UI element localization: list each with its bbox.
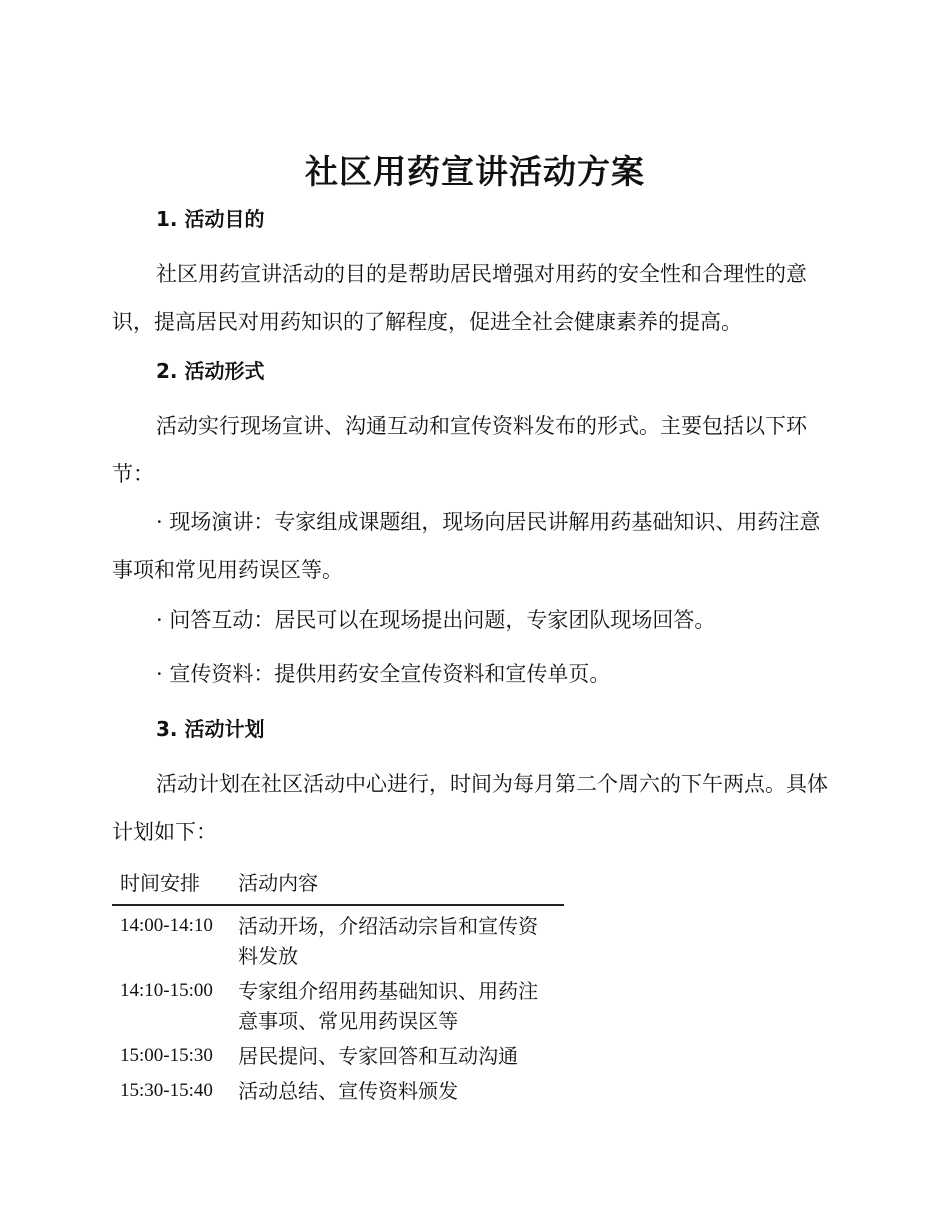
schedule-table bbox=[112, 866, 564, 1106]
table-header-row bbox=[112, 866, 564, 905]
table-row bbox=[112, 905, 564, 971]
content-cell: 活动总结、宣传资料颁发 bbox=[238, 1079, 459, 1103]
section-heading-format: 2. 活动形式 bbox=[156, 359, 265, 383]
bullet-item-lecture: · 现场演讲：专家组成课题组，现场向居民讲解用药基础知识、用药注意事项和常见用药误区等。 bbox=[112, 510, 821, 582]
paragraph-format: 活动实行现场宣讲、沟通互动和宣传资料发布的形式。主要包括以下环节： bbox=[112, 414, 807, 486]
bullet-item-qa: · 问答互动：居民可以在现场提出问题，专家团队现场回答。 bbox=[156, 608, 716, 632]
content-cell: 活动开场，介绍活动宗旨和宣传资料发放 bbox=[238, 914, 539, 968]
content-cell: 居民提问、专家回答和互动沟通 bbox=[238, 1044, 519, 1068]
page-title: 社区用药宣讲活动方案 bbox=[305, 152, 645, 191]
section-heading-purpose: 1. 活动目的 bbox=[156, 207, 265, 231]
table-row bbox=[112, 971, 564, 1036]
time-cell: 15:00-15:30 bbox=[120, 1045, 213, 1066]
table-row bbox=[112, 1036, 564, 1071]
time-cell: 14:00-14:10 bbox=[120, 915, 213, 936]
paragraph-purpose: 社区用药宣讲活动的目的是帮助居民增强对用药的安全性和合理性的意识，提高居民对用药知识的了解程度，促进全社会健康素养的提高。 bbox=[112, 262, 807, 334]
paragraph-plan: 活动计划在社区活动中心进行，时间为每月第二个周六的下午两点。具体计划如下： bbox=[112, 772, 828, 844]
column-header-time: 时间安排 bbox=[112, 866, 230, 905]
bullet-item-materials: · 宣传资料：提供用药安全宣传资料和宣传单页。 bbox=[156, 662, 611, 686]
section-heading-plan: 3. 活动计划 bbox=[156, 717, 265, 741]
table-row bbox=[112, 1071, 564, 1106]
column-header-content: 活动内容 bbox=[230, 866, 564, 905]
time-cell: 14:10-15:00 bbox=[120, 980, 213, 1001]
content-cell: 专家组介绍用药基础知识、用药注意事项、常见用药误区等 bbox=[238, 979, 539, 1033]
time-cell: 15:30-15:40 bbox=[120, 1080, 213, 1101]
